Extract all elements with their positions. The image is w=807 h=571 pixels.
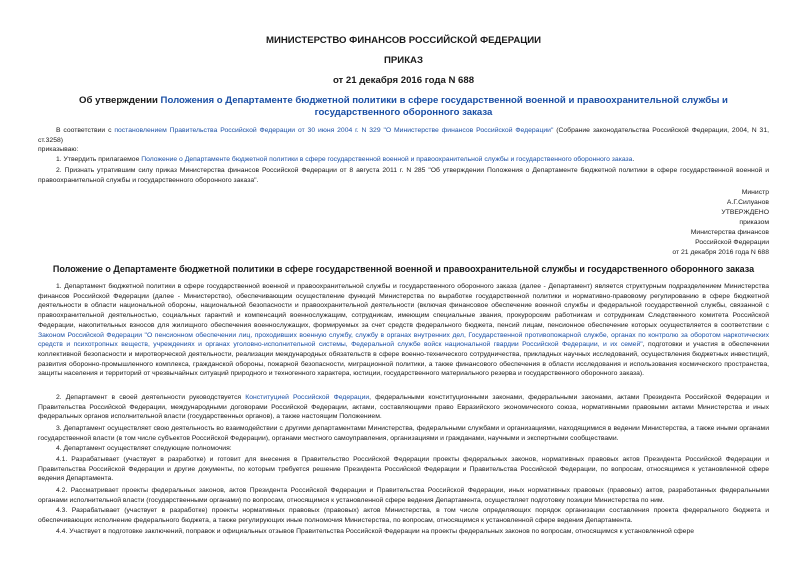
- preamble-paragraph: [38, 126, 769, 145]
- signature-line-4: приказом: [739, 219, 769, 226]
- item-1: [38, 155, 769, 165]
- section-2-text-a: 2. Департамент в своей деятельности руководствуется: [56, 394, 246, 401]
- section-1-text-b: , подготовки и участия в обеспечении коллективной безопасности и миротворческой деятельности, реализации международных обязательств в сфере военно-технического сотрудничества, прикладных научных исследований, осуществления бюджетных инвестиций, развития оборонно-промышленного комплекса, гражданской обороны, пожарной безопасности, миграционной политики, а также финансового обеспечения в области исследования и использования космического пространства, защиты населения и территорий от чрезвычайных ситуаций природного и техногенного характера, юстиции, государственного материального резерва и государственного оборонного заказа).: [38, 341, 770, 378]
- order-word: приказываю:: [38, 146, 79, 153]
- signature-line-6: Российской Федерации: [695, 239, 769, 246]
- signature-line-3: УТВЕРЖДЕНО: [721, 209, 769, 216]
- signature-line-1: Министр: [741, 189, 769, 196]
- section-4-3: 4.3. Разрабатывает (участвует в разработке) проекты нормативных правовых (правовых) актов Министерства, в том числе определяющих порядок организации составления проекта федерального бюджета и обеспечивающих исполнение федерального бюджета, а также регулирующих иные полномочия Министерства, по вопросам, относящимся к установленной сфере ведения Департамента.: [38, 507, 769, 524]
- item-1-text-a: 1. Утвердить прилагаемое: [56, 156, 142, 163]
- section-2-text-b: , федеральными конституционными законами, федеральными законами, актами Президента Российской Федерации и Правительства Российской Федерации, международными договорами Российской Федерации, актами, составляющими право Евразийского экономического союза, нормативными правовыми актами Министерства и иных федеральных органов исполнительной власти (государственных органов), а также настоящим Положением.: [38, 394, 769, 421]
- preamble-text-a: В соответствии с: [56, 127, 115, 134]
- preamble-text-b: (Собрание законодательства Российской Федерации, 2004, N 31, ст.3258): [38, 127, 769, 144]
- section-4-1: 4.1. Разрабатывает (участвует в разработке) и готовит для внесения в Правительство Российской Федерации проекты федеральных законов, нормативных правовых актов Президента Российской Федерации и Правительства Российской Федерации и другие документы, по которым требуется решение Президента Российской Федерации и Правительства Российской Федерации, по вопросам, относящимся к установленной сфере ведения Департамента.: [38, 456, 769, 483]
- signature-block: [569, 188, 769, 258]
- pension-law-link[interactable]: Законом Российской Федерации "О пенсионном обеспечении лиц, проходивших военную службу, службу в органах внутренних дел, Государственной противопожарной службе, органах по контролю за оборотом наркотических средств и психотропных веществ, учреждениях и органах уголовно-исполнительной системы, Федеральной службе войск национальной гвардии Российской Федерации, и их семей": [38, 331, 769, 349]
- item-2: 2. Признать утратившим силу приказ Министерства финансов Российской Федерации от 8 августа 2011 г. N 285 "Об утверждении Положения о Департаменте бюджетной политики в сфере государственной военной и правоохранительной службы и государственного оборонного заказа".: [38, 167, 769, 184]
- section-1: [38, 282, 769, 379]
- signature-line-5: Министерства финансов: [690, 229, 769, 236]
- regulation-title: Положение о Департаменте бюджетной политики в сфере государственной военной и правоохранительной службы и государственного оборонного заказа: [52, 264, 755, 274]
- order-title: [40, 95, 767, 119]
- order-heading: ПРИКАЗ: [384, 55, 423, 66]
- item-1-text-b: .: [632, 156, 635, 163]
- section-4-4: 4.4. Участвует в подготовке заключений, поправок и официальных отзывов Правительства Российской Федерации на проекты федеральных законов по вопросам, относящимся к установленной сфере: [56, 528, 695, 535]
- section-4: 4. Департамент осуществляет следующие полномочия:: [56, 445, 232, 452]
- signature-line-7: от 21 декабря 2016 года N 688: [672, 249, 769, 256]
- order-title-link[interactable]: Положения о Департаменте бюджетной политики в сфере государственной военной и правоохранительной службы и государственного оборонного заказа: [160, 95, 728, 118]
- order-date: от 21 декабря 2016 года N 688: [332, 75, 475, 86]
- signature-line-2: А.Г.Силуанов: [726, 199, 769, 206]
- section-2: [38, 393, 769, 422]
- section-4-2: 4.2. Рассматривает проекты федеральных законов, актов Президента Российской Федерации и Правительства Российской Федерации, иных нормативных правовых (правовых) актов, разработанных федеральными органами исполнительной власти (государственными органами) по вопросам, относящимся к установленной сфере ведения Департамента, осуществляет подготовку позиции Министерства по ним.: [38, 487, 769, 504]
- regulation-link[interactable]: Положение о Департаменте бюджетной политики в сфере государственной военной и правоохранительной службы и государственного оборонного заказа: [141, 156, 633, 163]
- resolution-link[interactable]: постановлением Правительства Российской Федерации от 30 июня 2004 г. N 329 "О Министерстве финансов Российской Федерации": [114, 127, 554, 134]
- section-1-text-a: 1. Департамент бюджетной политики в сфере государственной военной и правоохранительной службы и государственного оборонного заказа (далее - Департамент) является структурным подразделением Министерства финансов Российской Федерации (далее - Министерство), обеспечивающим осуществление функций Министерства по выработке государственной политики и нормативно-правовому регулированию в сфере бюджетной деятельности в области национальной обороны, национальной безопасности и правоохранительной деятельности (включая финансовое обеспечение военной службы и федеральной государственной службы, связанной с правоохранительной деятельностью, социальных гарантий и компенсаций военнослужащим, сотрудникам, имеющим специальные звания, прокурорским работникам и сотрудникам Следственного комитета Российской Федерации, накопительных взносов для жилищного обеспечения военнослужащих, формируемых за счет средств федерального бюджета, пенсий лицам, пенсионное обеспечение которых осуществляется в соответствии с: [38, 283, 769, 329]
- ministry-heading: МИНИСТЕРСТВО ФИНАНСОВ РОССИЙСКОЙ ФЕДЕРАЦИИ: [265, 35, 542, 46]
- section-3: 3. Департамент осуществляет свою деятельность во взаимодействии с другими департаментами Министерства, федеральными службами и организациями, находящимися в ведении Министерства, а также иными органами государственной власти (в том числе субъектов Российской Федерации), органами местного самоуправления, организациями и гражданами, научными и экспертными сообществами.: [38, 425, 769, 442]
- order-title-prefix: Об утверждении: [79, 95, 161, 106]
- constitution-link[interactable]: Конституцией Российской Федерации: [245, 394, 370, 401]
